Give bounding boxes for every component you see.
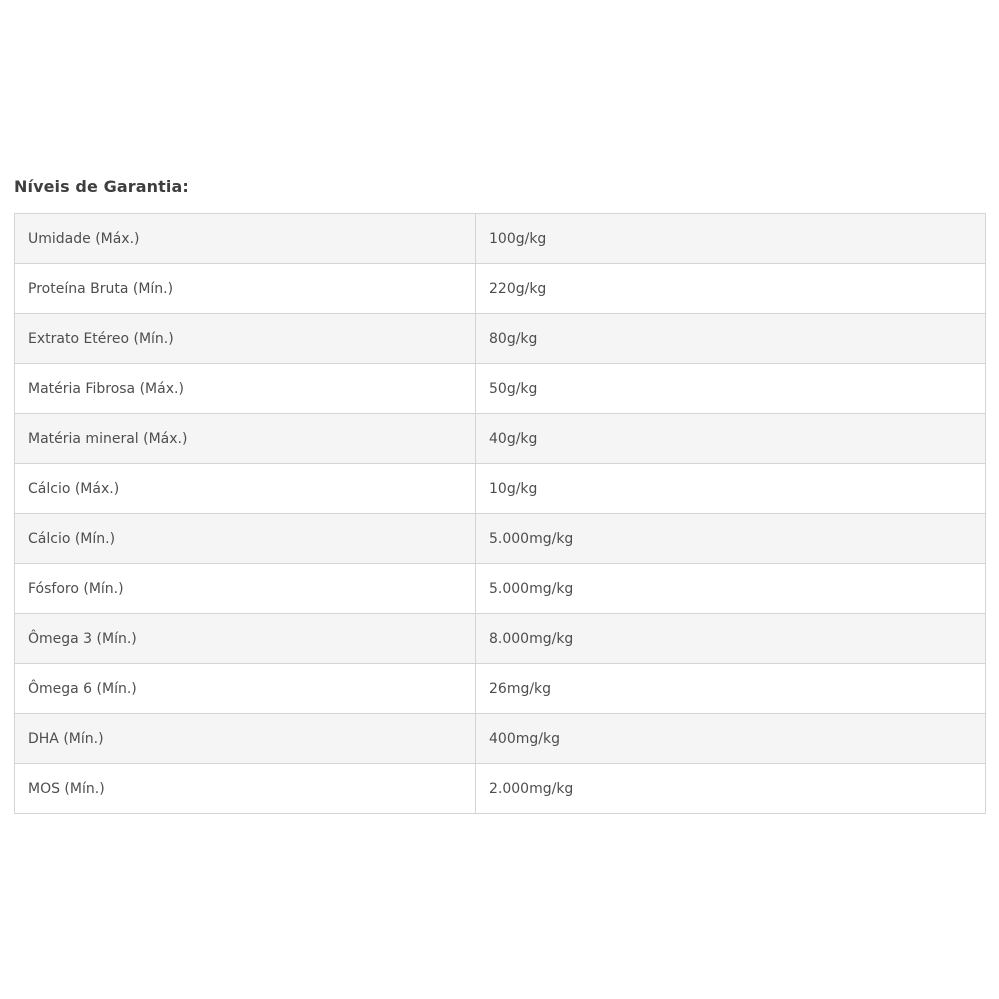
- nutrient-name-cell: DHA (Mín.): [15, 714, 476, 764]
- nutrient-name-cell: Fósforo (Mín.): [15, 564, 476, 614]
- guarantee-levels-table: [14, 213, 986, 814]
- nutrient-name-cell: Ômega 3 (Mín.): [15, 614, 476, 664]
- table-row: [15, 364, 986, 414]
- table-row: [15, 414, 986, 464]
- table-row: [15, 464, 986, 514]
- nutrient-value-cell: 80g/kg: [476, 314, 986, 364]
- nutrient-name-cell: Extrato Etéreo (Mín.): [15, 314, 476, 364]
- nutrient-value-cell: 10g/kg: [476, 464, 986, 514]
- table-row: [15, 764, 986, 814]
- nutrient-name-cell: Cálcio (Mín.): [15, 514, 476, 564]
- table-row: [15, 514, 986, 564]
- nutrient-name-cell: Proteína Bruta (Mín.): [15, 264, 476, 314]
- nutrient-name-cell: MOS (Mín.): [15, 764, 476, 814]
- nutrient-name-cell: Matéria Fibrosa (Máx.): [15, 364, 476, 414]
- nutrient-value-cell: 400mg/kg: [476, 714, 986, 764]
- table-row: [15, 314, 986, 364]
- section-title: Níveis de Garantia:: [14, 177, 189, 196]
- nutrient-name-cell: Cálcio (Máx.): [15, 464, 476, 514]
- table-row: [15, 714, 986, 764]
- nutrient-value-cell: 100g/kg: [476, 214, 986, 264]
- nutrient-value-cell: 220g/kg: [476, 264, 986, 314]
- table-row: [15, 214, 986, 264]
- nutrient-name-cell: Matéria mineral (Máx.): [15, 414, 476, 464]
- table-row: [15, 614, 986, 664]
- table-row: [15, 564, 986, 614]
- nutrient-value-cell: 5.000mg/kg: [476, 514, 986, 564]
- nutrient-value-cell: 50g/kg: [476, 364, 986, 414]
- nutrient-value-cell: 26mg/kg: [476, 664, 986, 714]
- nutrient-name-cell: Ômega 6 (Mín.): [15, 664, 476, 714]
- nutrient-name-cell: Umidade (Máx.): [15, 214, 476, 264]
- table-row: [15, 664, 986, 714]
- table-row: [15, 264, 986, 314]
- nutrient-value-cell: 8.000mg/kg: [476, 614, 986, 664]
- table-body: [15, 214, 986, 814]
- nutrient-value-cell: 40g/kg: [476, 414, 986, 464]
- nutrient-value-cell: 2.000mg/kg: [476, 764, 986, 814]
- nutrient-value-cell: 5.000mg/kg: [476, 564, 986, 614]
